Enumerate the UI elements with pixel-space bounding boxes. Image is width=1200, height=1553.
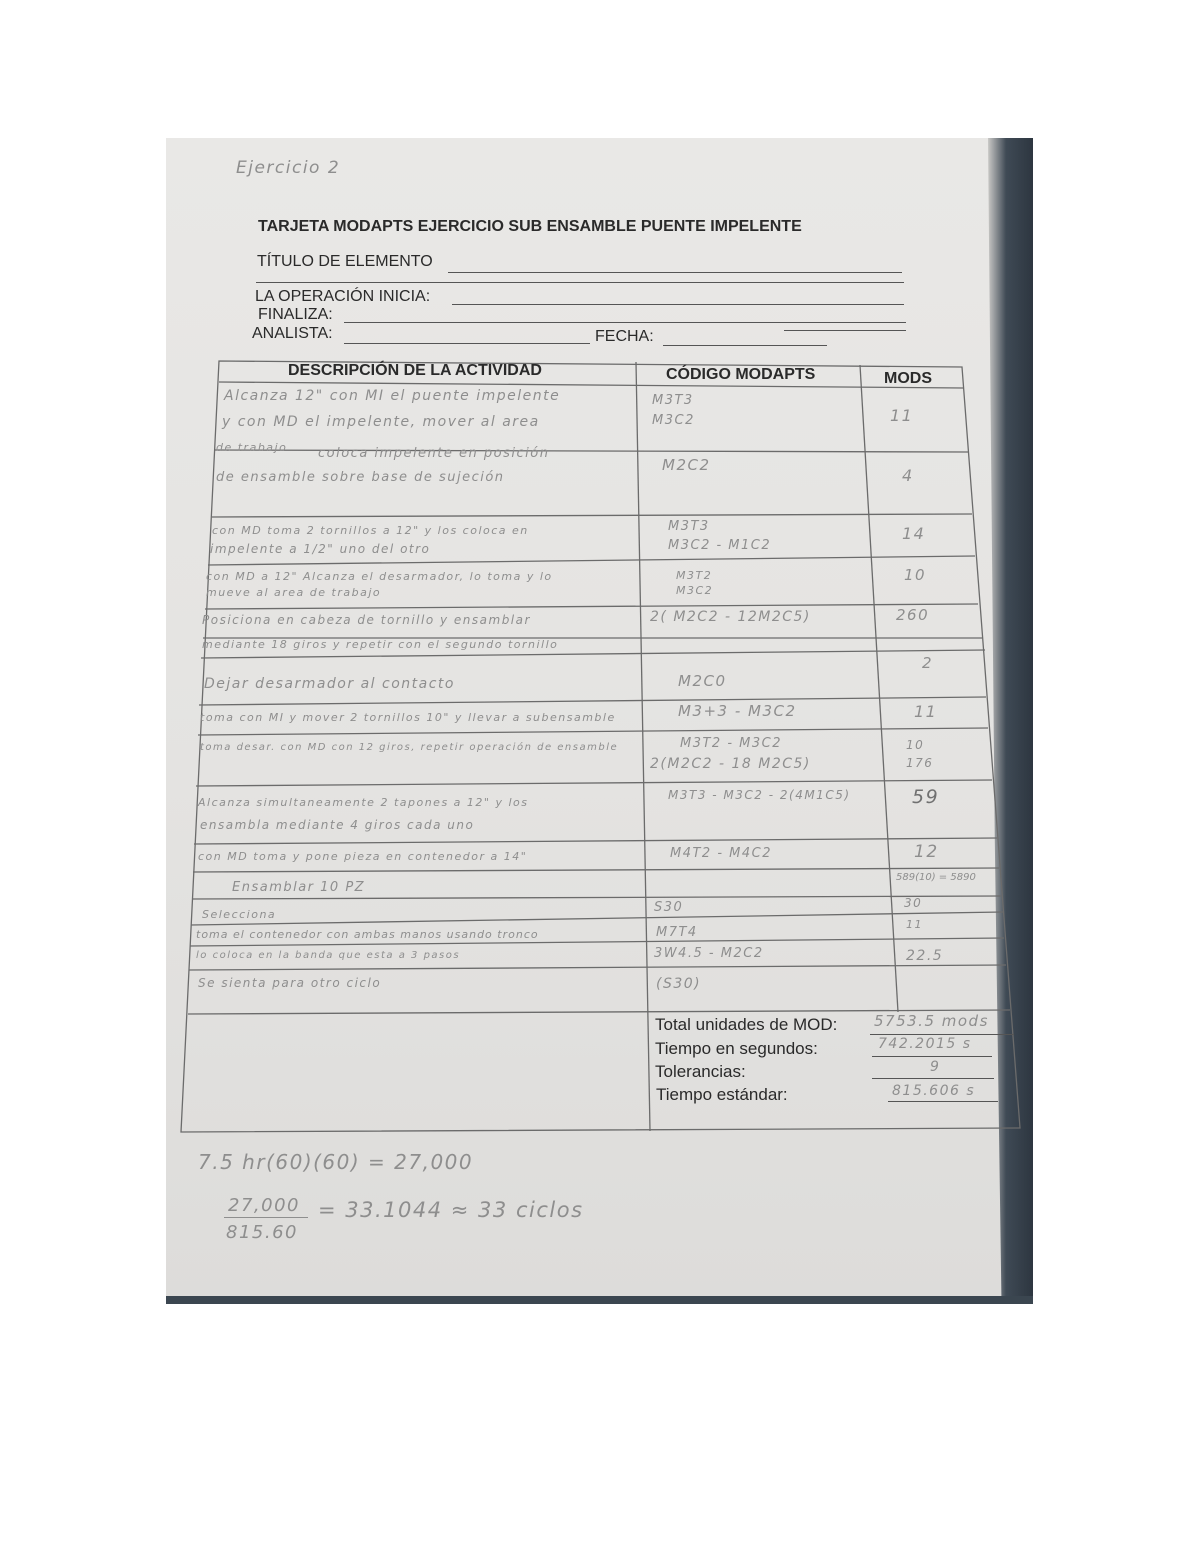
row14-code: M7T4 (656, 925, 698, 940)
fraction-bar (224, 1217, 308, 1218)
header-mods: MODS (884, 370, 932, 387)
label-tiempo-estandar: Tiempo estándar: (656, 1085, 788, 1104)
row10-desc-1: Alcanza simultaneamente 2 tapones a 12" y los (198, 796, 529, 809)
row1-desc-1: Alcanza 12" con MI el puente impelente (224, 388, 561, 404)
label-analista: ANALISTA: (252, 325, 333, 342)
label-operacion-inicia: LA OPERACIÓN INICIA: (255, 288, 431, 305)
row9-desc: toma desar. con MD con 12 giros, repetir operación de ensamble (200, 742, 619, 753)
page-title: TARJETA MODAPTS EJERCICIO SUB ENSAMBLE PUENTE IMPELENTE (258, 218, 802, 235)
row9-code-1: M3T2 - M3C2 (680, 736, 782, 751)
row7-code: M2C0 (678, 672, 727, 690)
row4-desc-1: con MD a 12" Alcanza el desarmador, lo toma y lo (206, 570, 553, 583)
row4-code-1: M3T2 (676, 569, 713, 582)
tolerancias-line (872, 1078, 994, 1079)
row11-code: M4T2 - M4C2 (670, 846, 772, 861)
row8-desc: toma con MI y mover 2 tornillos 10" y llevar a subensamble (200, 711, 616, 724)
tiempo-seg-line (872, 1056, 992, 1057)
row16-desc: Se sienta para otro ciclo (198, 976, 382, 990)
row11-desc: con MD toma y pone pieza en contenedor a 14" (198, 850, 528, 863)
row4-desc-2: mueve al area de trabajo (206, 586, 382, 599)
row1-desc-3: de trabajo (216, 441, 288, 454)
row8-mods: 11 (914, 702, 938, 721)
row13-mods: 30 (904, 896, 923, 910)
row13-code: S30 (654, 900, 684, 915)
row13-desc: Selecciona (202, 908, 277, 921)
row3-desc-2: impelente a 1/2" uno del otro (210, 542, 431, 556)
row14-desc: toma el contenedor con ambas manos usando tronco (196, 928, 539, 941)
label-fecha: FECHA: (595, 328, 654, 345)
row10-mods: 59 (912, 786, 940, 808)
row10-code: M3T3 - M3C2 - 2(4M1C5) (668, 788, 851, 802)
header-codigo: CÓDIGO MODAPTS (666, 366, 816, 383)
calc-result: = 33.1044 ≈ 33 ciclos (318, 1198, 584, 1222)
row1-desc-2: y con MD el impelente, mover al area (222, 414, 540, 430)
row5-mods: 260 (896, 606, 930, 624)
row11-mods: 12 (914, 842, 939, 862)
value-tolerancias: 9 (930, 1059, 941, 1075)
value-tiempo-estandar: 815.606 s (892, 1083, 976, 1099)
row1-code-2: M3C2 (652, 413, 695, 428)
row8-code: M3+3 - M3C2 (678, 702, 797, 720)
row12-desc: Ensamblar 10 PZ (232, 880, 366, 895)
calc-denominator: 815.60 (226, 1222, 298, 1243)
label-tiempo-segundos: Tiempo en segundos: (655, 1039, 818, 1058)
row9-code-2: 2(M2C2 - 18 M2C5) (650, 756, 811, 772)
value-total-mod: 5753.5 mods (874, 1012, 989, 1030)
row3-desc-1: con MD toma 2 tornillos a 12" y los coloca en (212, 524, 529, 537)
row15-code: 3W4.5 - M2C2 (654, 946, 764, 961)
label-titulo-elemento: TÍTULO DE ELEMENTO (257, 253, 433, 270)
total-mod-line (870, 1034, 1014, 1035)
row7-desc: Dejar desarmador al contacto (204, 676, 455, 692)
row3-code-1: M3T3 (668, 519, 710, 534)
row3-mods: 14 (902, 524, 926, 543)
row5-code: 2( M2C2 - 12M2C5) (650, 609, 811, 625)
row4-code-2: M3C2 (676, 584, 714, 597)
row5-desc-2: mediante 18 giros y repetir con el segundo tornillo (202, 638, 559, 651)
row9-mods: 10 176 (906, 738, 934, 770)
row2-desc-2: de ensamble sobre base de sujeción (216, 470, 505, 485)
label-finaliza: FINALIZA: (258, 306, 333, 323)
row5-desc-1: Posiciona en cabeza de tornillo y ensamblar (202, 613, 531, 627)
row10-desc-2: ensambla mediante 4 giros cada uno (200, 818, 475, 832)
row2-desc-1: coloca impelente en posición (318, 446, 550, 461)
row2-code: M2C2 (662, 456, 711, 474)
value-tiempo-segundos: 742.2015 s (878, 1036, 972, 1052)
row12-mods: 589(10) = 5890 (896, 872, 976, 883)
calc-line-1: 7.5 hr(60)(60) = 27,000 (198, 1150, 474, 1174)
tiempo-std-line (888, 1101, 998, 1102)
row2-mods: 4 (902, 466, 914, 485)
header-descripcion: DESCRIPCIÓN DE LA ACTIVIDAD (288, 362, 542, 379)
label-tolerancias: Tolerancias: (655, 1062, 746, 1081)
row15-mods: 22.5 (906, 948, 944, 964)
row1-mods: 11 (890, 406, 914, 425)
calc-numerator: 27,000 (228, 1195, 300, 1216)
row4-mods: 10 (904, 566, 927, 584)
row15-desc: lo coloca en la banda que esta a 3 pasos (196, 950, 461, 961)
row16-code: (S30) (656, 976, 702, 992)
exercise-note: Ejercicio 2 (236, 158, 341, 178)
label-total-mod: Total unidades de MOD: (655, 1015, 838, 1034)
row6-mods: 2 (922, 654, 934, 672)
row3-code-2: M3C2 - M1C2 (668, 538, 772, 553)
row1-code-1: M3T3 (652, 393, 694, 408)
row14-mods: 11 (906, 918, 923, 931)
